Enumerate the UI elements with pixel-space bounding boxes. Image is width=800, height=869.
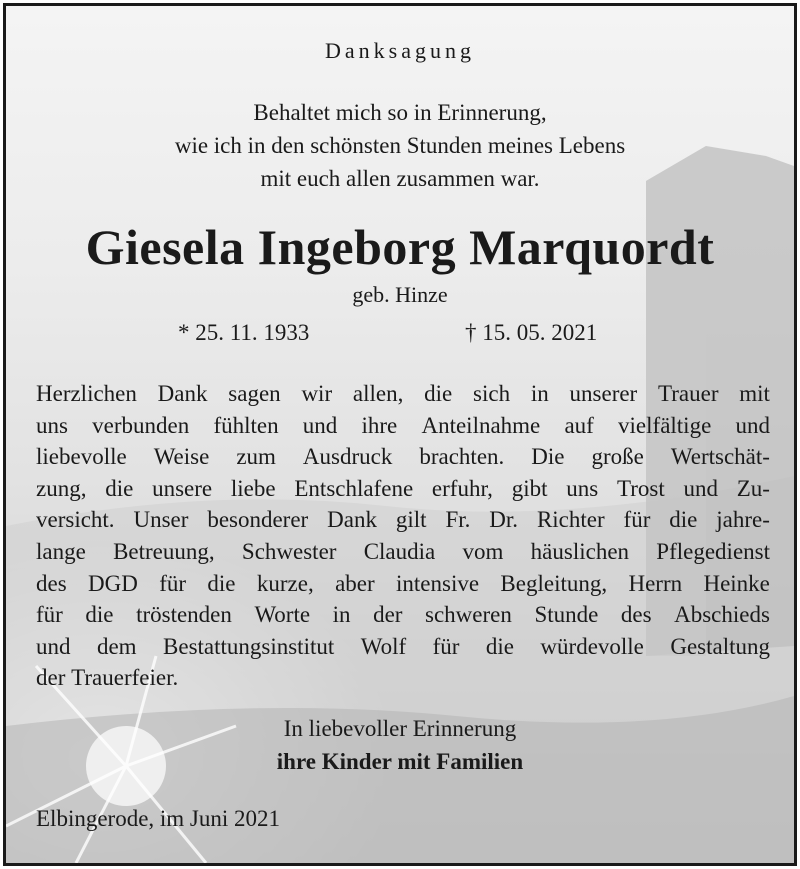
body-word: liebe xyxy=(230,475,276,501)
body-word: für xyxy=(159,570,187,596)
body-word: tröstenden xyxy=(136,602,232,628)
body-word: Dank xyxy=(157,381,208,406)
motto-line: wie ich in den schönsten Stunden meines Lebens xyxy=(174,133,626,158)
body-word: der xyxy=(36,665,66,691)
body-word: sich xyxy=(473,381,511,406)
body-word: Zu- xyxy=(736,475,770,501)
body-word: für xyxy=(36,602,63,628)
body-word: für xyxy=(623,507,651,533)
deceased-name: Giesela Ingeborg Marquordt xyxy=(85,219,715,275)
death-date: † 15. 05. 2021 xyxy=(465,320,598,345)
body-line xyxy=(36,473,770,505)
body-word: die xyxy=(105,475,134,501)
body-word: große xyxy=(591,444,644,470)
body-word: jahre- xyxy=(716,507,770,533)
body-word: unsere xyxy=(152,475,213,501)
body-word: Schwester xyxy=(241,538,337,564)
body-word: Claudia xyxy=(363,538,436,564)
place-date: Elbingerode, im Juni 2021 xyxy=(36,806,281,831)
body-word: des xyxy=(620,602,652,628)
obituary-card xyxy=(3,3,797,866)
body-word: die xyxy=(485,633,514,659)
body-word: schweren xyxy=(425,602,512,628)
closing xyxy=(6,712,794,778)
body-word: aber xyxy=(335,570,375,596)
body-word: auf xyxy=(564,412,594,438)
body-word: und xyxy=(735,412,770,438)
body-word: die xyxy=(424,381,453,406)
body-word: in xyxy=(332,602,351,628)
body-word: ihre xyxy=(361,412,398,438)
body-word: lange xyxy=(36,538,86,564)
body-word: die xyxy=(669,507,698,533)
body-word: vom xyxy=(462,538,504,564)
body-word: Heinke xyxy=(703,570,770,596)
body-word: würdevolle xyxy=(540,633,644,659)
body-word: Begleitung, xyxy=(500,570,608,596)
body-line xyxy=(36,410,770,442)
body-line xyxy=(36,441,770,473)
body-word: Die xyxy=(531,444,565,470)
body-word: Wertschät- xyxy=(670,444,770,470)
body-line xyxy=(36,378,770,410)
body-word: für xyxy=(432,633,460,659)
body-word: die xyxy=(207,570,236,596)
body-word: Dr. xyxy=(489,507,519,533)
notice-content xyxy=(6,6,794,863)
body-word: besonderer xyxy=(207,507,309,533)
body-word: häuslichen xyxy=(530,538,630,564)
body-word: Worte xyxy=(254,602,311,628)
body-word: Unser xyxy=(133,507,189,533)
body-word: Ausdruck xyxy=(302,444,393,470)
body-word: wir xyxy=(301,381,333,406)
body-word: Betreuung, xyxy=(113,538,215,564)
body-line xyxy=(36,568,770,600)
body-word: allen, xyxy=(352,381,404,406)
body-word: Trauerfeier. xyxy=(71,665,179,691)
body-word: sagen xyxy=(228,381,281,406)
body-word: und xyxy=(302,412,338,438)
body-word: die xyxy=(85,602,114,628)
body-line xyxy=(36,631,770,663)
body-word: verbunden xyxy=(92,412,190,438)
body-word: Pflegedienst xyxy=(656,538,770,564)
body-word: Entschlafene xyxy=(294,475,414,501)
body-word: unserer xyxy=(569,381,638,406)
thank-you-text xyxy=(36,378,770,694)
body-word: Trauer xyxy=(658,381,719,406)
body-word: zum xyxy=(236,444,276,470)
body-word: Herrn xyxy=(628,570,683,596)
body-word: uns xyxy=(36,412,68,438)
body-word: vielfältige xyxy=(618,412,712,438)
body-line xyxy=(36,599,770,631)
body-word: Fr. xyxy=(445,507,471,533)
body-word: Herzlichen xyxy=(36,381,137,406)
body-word: intensive xyxy=(396,570,480,596)
body-word: und xyxy=(36,633,71,659)
body-word: DGD xyxy=(88,570,138,596)
heading: Danksagung xyxy=(325,38,475,63)
body-word: gilt xyxy=(395,507,427,533)
body-line xyxy=(36,662,770,694)
motto xyxy=(6,96,794,195)
body-word: mit xyxy=(739,381,770,406)
body-word: Wolf xyxy=(360,633,407,659)
body-line xyxy=(36,536,770,568)
body-word: der xyxy=(373,602,403,628)
body-word: gibt xyxy=(511,475,548,501)
body-word: erfuhr, xyxy=(431,475,493,501)
body-word: zung, xyxy=(36,475,87,501)
body-word: dem xyxy=(96,633,137,659)
body-word: Stunde xyxy=(534,602,599,628)
body-word: Abschieds xyxy=(674,602,770,628)
body-word: fühlten xyxy=(213,412,279,438)
birth-date: * 25. 11. 1933 xyxy=(178,320,310,345)
body-word: brachten. xyxy=(419,444,505,470)
body-word: und xyxy=(683,475,718,501)
motto-line: mit euch allen zusammen war. xyxy=(260,166,540,191)
body-word: Dank xyxy=(327,507,377,533)
body-word: in xyxy=(530,381,549,406)
body-word: Trost xyxy=(616,475,665,501)
signature: ihre Kinder mit Familien xyxy=(276,749,524,774)
body-word: des xyxy=(36,570,67,596)
closing-line: In liebevoller Erinnerung xyxy=(283,716,517,741)
body-word: Weise xyxy=(153,444,210,470)
body-word: Richter xyxy=(536,507,605,533)
body-word: uns xyxy=(566,475,599,501)
body-word: Gestaltung xyxy=(670,633,770,659)
body-word: liebevolle xyxy=(36,444,127,470)
maiden-name: geb. Hinze xyxy=(352,282,448,307)
body-word: versicht. xyxy=(36,507,115,533)
body-word: Anteilnahme xyxy=(421,412,541,438)
body-word: Bestattungsinstitut xyxy=(163,633,335,659)
body-word: kurze, xyxy=(256,570,314,596)
body-line xyxy=(36,504,770,536)
motto-line: Behaltet mich so in Erinnerung, xyxy=(253,100,547,125)
